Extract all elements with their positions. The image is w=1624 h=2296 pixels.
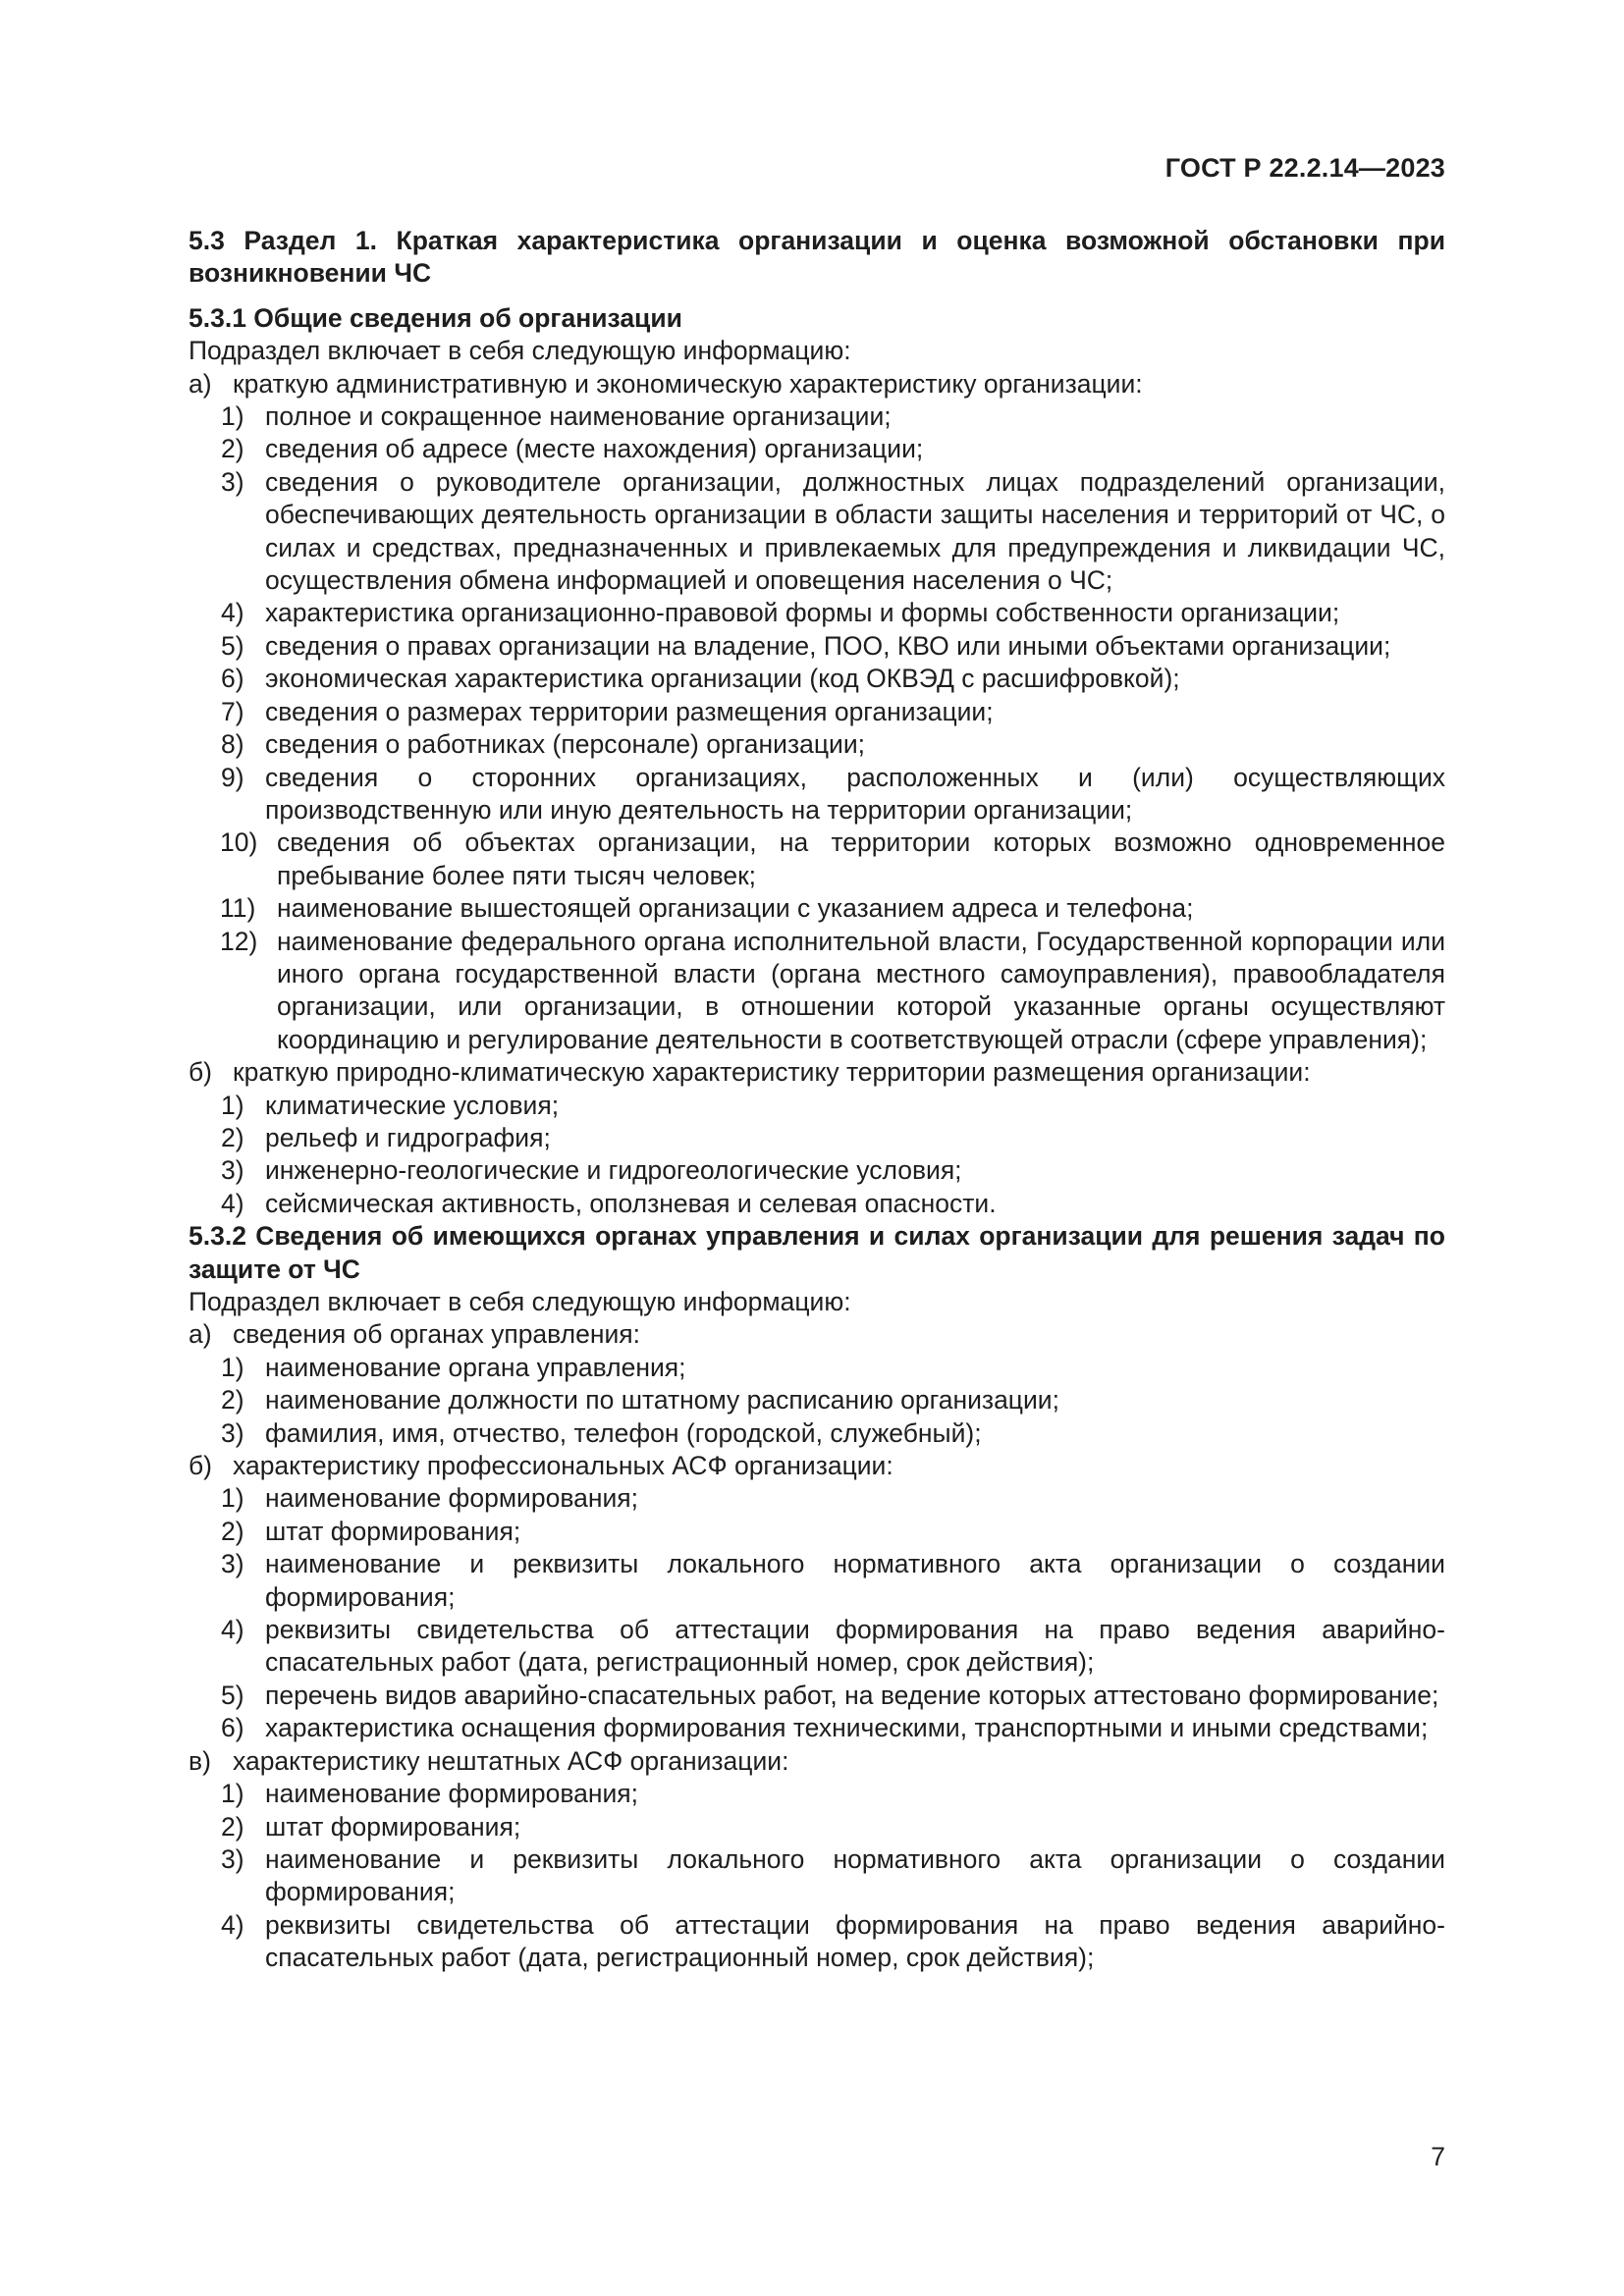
list-marker: 1) — [221, 1090, 244, 1120]
list-item-letter — [118, 1318, 1445, 1351]
list-item-text: полное и сокращенное наименование организации; — [265, 401, 892, 432]
subsection-heading-5-3-2 — [118, 1220, 1445, 1286]
page-number: 7 — [1431, 2142, 1445, 2171]
list-item-text: характеристику нештатных АСФ организации: — [233, 1745, 789, 1776]
list-item-text: сведения об органах управления: — [233, 1319, 640, 1350]
list-item-numbered — [118, 1154, 1445, 1187]
list-item-text: характеристика оснащения формирования техническими, транспортными и иными средствами; — [265, 1713, 1429, 1743]
list-item-text: штат формирования; — [265, 1811, 521, 1842]
subsection-heading-5-3-1: 5.3.1 Общие сведения об организации — [189, 302, 682, 333]
list-item-text: сведения об адресе (месте нахождения) организации; — [265, 434, 924, 464]
list-marker: 3) — [221, 1155, 244, 1186]
list-marker: а) — [189, 368, 212, 399]
list-item-numbered — [118, 597, 1445, 629]
list-marker: 2) — [221, 1516, 244, 1546]
list-item-numbered — [118, 433, 1445, 465]
list-marker: 9) — [221, 762, 244, 792]
list-item-letter — [118, 1745, 1445, 1778]
numbered-list — [118, 1352, 1445, 1450]
list-item-text: сведения о руководителе организации, должностных лицах подразделений организации, обеспечивающих деятельность организации в области защиты населения и территорий от ЧС, о силах и средствах, предназначенных и привлекаемых для предупреждения и ликвидации ЧС, осуществления обмена информацией и оповещения населения о ЧС; — [265, 466, 1445, 596]
list-marker: 2) — [221, 1385, 244, 1415]
list-item-letter — [118, 1450, 1445, 1482]
list-item-numbered — [118, 663, 1445, 695]
list-item-text: наименование и реквизиты локального нормативного акта организации о создании формирования; — [265, 1843, 1445, 1907]
list-item-text: сейсмическая активность, оползневая и селевая опасности. — [265, 1188, 997, 1218]
list-item-letter — [118, 1056, 1445, 1089]
list-item-text: характеристика организационно-правовой формы и формы собственности организации; — [265, 598, 1340, 628]
list-item-numbered — [118, 630, 1445, 663]
list-marker: 1) — [221, 1483, 244, 1514]
document-body — [118, 225, 1445, 1975]
subsection-heading-text: 5.3.2 Сведения об имеющихся органах управления и силах организации для решения задач по защите от ЧС — [189, 1221, 1445, 1284]
list-marker: а) — [189, 1319, 212, 1350]
list-item-text: сведения о работниках (персонале) организации; — [265, 729, 866, 760]
list-item-numbered — [118, 1548, 1445, 1614]
list-marker: 10) — [220, 828, 258, 858]
list-item-numbered — [118, 1909, 1445, 1975]
list-item-text: краткую административную и экономическую характеристику организации: — [233, 368, 1143, 399]
list-item-text: наименование формирования; — [265, 1779, 639, 1809]
list-item-letter — [118, 368, 1445, 400]
list-marker: 5) — [221, 1680, 244, 1710]
list-item-text: климатические условия; — [265, 1090, 560, 1120]
list-marker: 1) — [221, 401, 244, 432]
list-item-numbered — [118, 400, 1445, 433]
list-item-numbered — [118, 1811, 1445, 1843]
list-item-numbered — [118, 1516, 1445, 1548]
list-item-numbered — [118, 1352, 1445, 1384]
list-item-numbered — [118, 1843, 1445, 1909]
numbered-list — [118, 1482, 1445, 1744]
list-marker: 2) — [221, 434, 244, 464]
list-marker: 1) — [221, 1352, 244, 1382]
list-item-numbered — [118, 1712, 1445, 1744]
list-item-text: наименование федерального органа исполнительной власти, Государственной корпорации или иного органа государственной власти (органа местного самоуправления), правообладателя организации, или организации, в отношении которой указанные органы осуществляют координацию и регулирование деятельности в соответствующей отрасли (сфере управления); — [277, 926, 1445, 1054]
list-item-text: сведения об объектах организации, на территории которых возможно одновременное пребывание более пяти тысяч человек; — [277, 828, 1445, 890]
list-item-text: экономическая характеристика организации (код ОКВЭД с расшифровкой); — [265, 664, 1180, 694]
numbered-list — [118, 1778, 1445, 1974]
list-marker: 4) — [221, 598, 244, 628]
numbered-list — [118, 400, 1445, 1056]
list-item-text: наименование и реквизиты локального нормативного акта организации о создании формирования; — [265, 1549, 1445, 1612]
list-marker: б) — [189, 1451, 213, 1481]
list-item-numbered — [118, 728, 1445, 761]
list-marker: 3) — [221, 1417, 244, 1448]
list-marker: 4) — [221, 1909, 244, 1940]
list-marker: 7) — [221, 696, 244, 726]
list-item-numbered — [118, 1188, 1445, 1220]
list-item-numbered — [118, 1090, 1445, 1122]
list-item-text: штат формирования; — [265, 1516, 521, 1546]
list-marker: 5) — [221, 630, 244, 661]
list-marker: 11) — [220, 893, 256, 924]
list-item-numbered — [118, 1417, 1445, 1450]
list-marker: 4) — [221, 1188, 244, 1218]
list-marker: б) — [189, 1057, 213, 1088]
list-item-numbered — [118, 892, 1445, 925]
list-item-numbered — [118, 1778, 1445, 1810]
list-item-text: реквизиты свидетельства об аттестации формирования на право ведения аварийно-спасательных работ (дата, регистрационный номер, срок действия); — [265, 1909, 1445, 1973]
list-item-text: наименование формирования; — [265, 1483, 639, 1514]
list-item-text: инженерно-геологические и гидрогеологические условия; — [265, 1155, 962, 1186]
list-item-numbered — [118, 1680, 1445, 1712]
list-marker: 12) — [220, 926, 258, 956]
list-item-text: сведения о сторонних организациях, расположенных и (или) осуществляющих производственную или иную деятельность на территории организации; — [265, 762, 1445, 825]
list-marker: 6) — [221, 1713, 244, 1743]
list-item-numbered — [118, 1614, 1445, 1680]
list-item-numbered — [118, 466, 1445, 598]
section-heading: 5.3 Раздел 1. Краткая характеристика организации и оценка возможной обстановки при возникновении ЧС — [189, 226, 1445, 289]
list-item-text: реквизиты свидетельства об аттестации формирования на право ведения аварийно-спасательных работ (дата, регистрационный номер, срок действия); — [265, 1615, 1445, 1678]
list-item-text: сведения о правах организации на владение, ПОО, КВО или иными объектами организации; — [265, 630, 1391, 661]
numbered-list — [118, 1090, 1445, 1221]
list-item-text: наименование органа управления; — [265, 1352, 686, 1382]
list-marker: 2) — [221, 1122, 244, 1152]
list-item-text: характеристику профессиональных АСФ организации: — [233, 1451, 893, 1481]
document-standard-id: ГОСТ Р 22.2.14—2023 — [1164, 153, 1445, 183]
list-marker: 8) — [221, 729, 244, 760]
list-marker: 4) — [221, 1615, 244, 1645]
list-item-text: наименование вышестоящей организации с указанием адреса и телефона; — [277, 893, 1194, 924]
list-item-text: краткую природно-климатическую характеристику территории размещения организации: — [233, 1057, 1311, 1088]
list-marker: 6) — [221, 664, 244, 694]
list-item-text: перечень видов аварийно-спасательных работ, на ведение которых аттестовано формирование; — [265, 1680, 1439, 1710]
list-item-numbered — [118, 696, 1445, 728]
list-marker: в) — [189, 1745, 211, 1776]
list-item-text: рельеф и гидрография; — [265, 1122, 551, 1152]
subsection-intro: Подраздел включает в себя следующую информацию: — [189, 336, 851, 366]
list-marker: 3) — [221, 1843, 244, 1874]
list-marker: 1) — [221, 1779, 244, 1809]
list-item-numbered — [118, 1122, 1445, 1154]
list-marker: 3) — [221, 466, 244, 497]
list-item-text: фамилия, имя, отчество, телефон (городской, служебный); — [265, 1417, 982, 1448]
list-item-numbered — [118, 762, 1445, 828]
list-item-numbered — [118, 926, 1445, 1057]
list-item-numbered — [118, 1482, 1445, 1515]
subsection-intro: Подраздел включает в себя следующую информацию: — [189, 1287, 851, 1316]
list-item-text: сведения о размерах территории размещения организации; — [265, 696, 994, 726]
list-marker: 3) — [221, 1549, 244, 1579]
list-item-numbered — [118, 1384, 1445, 1416]
list-item-numbered — [118, 827, 1445, 892]
list-item-text: наименование должности по штатному расписанию организации; — [265, 1385, 1059, 1415]
list-marker: 2) — [221, 1811, 244, 1842]
